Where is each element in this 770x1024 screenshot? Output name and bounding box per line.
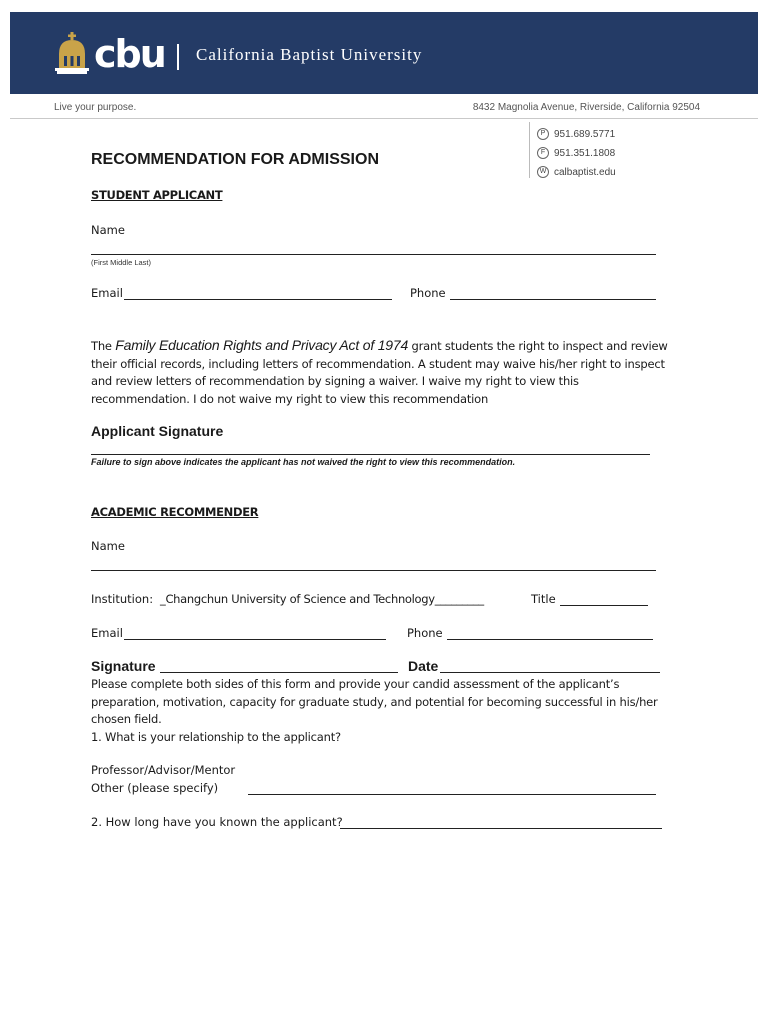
student-email-label: Email	[91, 286, 123, 300]
student-email-field[interactable]	[124, 299, 392, 300]
phone-icon: P	[537, 128, 549, 140]
web-icon: W	[537, 166, 549, 178]
recommender-name-label: Name	[91, 539, 125, 553]
form-title: RECOMMENDATION FOR ADMISSION	[91, 151, 379, 168]
header-rule	[10, 118, 758, 119]
signature-warning: Failure to sign above indicates the applicant has not waived the right to view this recommendation.	[91, 457, 516, 467]
fax-icon: F	[537, 147, 549, 159]
student-applicant-heading: STUDENT APPLICANT	[91, 188, 223, 202]
recommender-email-label: Email	[91, 626, 123, 640]
institution-label: Institution:	[91, 592, 154, 606]
date-label: Date	[408, 658, 439, 674]
relationship-value[interactable]: Professor/Advisor/Mentor	[91, 763, 236, 777]
student-name-label: Name	[91, 223, 125, 237]
tagline: Live your purpose.	[54, 102, 137, 113]
recommender-email-field[interactable]	[124, 639, 386, 640]
title-label: Title	[531, 592, 556, 606]
instructions-paragraph: Please complete both sides of this form and provide your candid assessment of the applicant’s preparation, motivation, capacity for graduate study, and potential for becoming successful in his/her chosen field. 1. What is your relationship to the applicant?	[91, 676, 691, 746]
contact-web[interactable]: W calbaptist.edu	[537, 163, 616, 182]
contact-phone: P 951.689.5771	[537, 125, 616, 144]
university-name: California Baptist University	[196, 45, 423, 64]
question-1: 1. What is your relationship to the applicant?	[91, 729, 341, 744]
student-phone-label: Phone	[410, 286, 446, 300]
recommender-name-field[interactable]	[91, 570, 656, 571]
recommender-signature-label: Signature	[91, 658, 156, 674]
student-phone-field[interactable]	[450, 299, 656, 300]
question-2: 2. How long have you known the applicant?	[91, 815, 343, 829]
header-banner	[10, 12, 758, 94]
ferpa-paragraph: The Family Education Rights and Privacy Act of 1974 grant students the right to inspect and review their official records, including letters of recommendation. A student may waive his/her right to inspect and review letters of recommendation by signing a waiver. I waive my right to view this recommendation. I do not waive my right to view this recommendation	[91, 337, 668, 406]
contact-fax: F 951.351.1808	[537, 144, 616, 163]
title-field[interactable]	[560, 605, 648, 606]
address: 8432 Magnolia Avenue, Riverside, California 92504	[472, 102, 700, 113]
student-name-field[interactable]	[91, 254, 656, 255]
recommender-phone-label: Phone	[407, 626, 443, 640]
letterhead-subbar	[10, 100, 758, 118]
contact-divider	[529, 122, 530, 178]
recommender-phone-field[interactable]	[447, 639, 653, 640]
recommender-signature-field[interactable]	[160, 672, 398, 673]
student-name-hint: (First Middle Last)	[91, 258, 152, 267]
contact-list	[537, 125, 616, 182]
ferpa-act-name: Family Education Rights and Privacy Act of 1974	[115, 337, 409, 353]
known-duration-field[interactable]	[340, 828, 662, 829]
logo-wordmark: cbu	[94, 32, 165, 76]
academic-recommender-heading: ACADEMIC RECOMMENDER	[91, 505, 259, 519]
logo-divider	[177, 44, 179, 70]
institution-value[interactable]: _Changchun University of Science and Technology_________	[160, 592, 484, 606]
applicant-signature-field[interactable]	[91, 454, 650, 455]
other-label: Other (please specify)	[91, 781, 219, 795]
date-field[interactable]	[440, 672, 660, 673]
applicant-signature-label: Applicant Signature	[91, 423, 224, 439]
university-building-icon	[55, 32, 89, 74]
other-field[interactable]	[248, 794, 656, 795]
